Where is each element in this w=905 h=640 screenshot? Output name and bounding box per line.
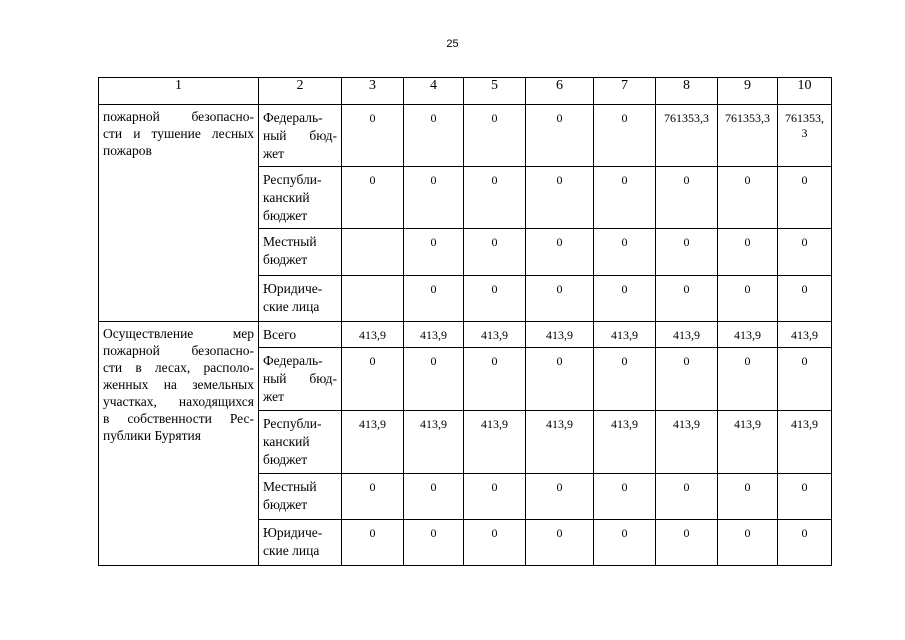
funding-source-cell — [259, 474, 342, 520]
value-cell: 761353,3 — [656, 105, 718, 167]
header-row — [99, 78, 832, 105]
funding-source-line: Местный — [263, 479, 317, 494]
value-cell: 0 — [464, 229, 526, 276]
funding-source-line: Юридиче- — [263, 281, 323, 296]
value-cell: 0 — [778, 229, 832, 276]
table-row — [99, 105, 832, 167]
description-line: участках, находящихся — [103, 394, 254, 409]
value-cell: 761353,3 — [718, 105, 778, 167]
value-cell: 0 — [464, 474, 526, 520]
value-cell: 0 — [778, 348, 832, 411]
value-cell: 0 — [526, 520, 594, 566]
value-cell: 0 — [526, 348, 594, 411]
header-cell: 1 — [99, 78, 259, 105]
value-cell: 0 — [778, 167, 832, 229]
value-cell: 0 — [778, 520, 832, 566]
value-cell: 0 — [718, 348, 778, 411]
funding-source-line: Федераль- — [263, 110, 323, 125]
header-cell: 6 — [526, 78, 594, 105]
value-cell: 413,9 — [718, 322, 778, 348]
value-cell: 0 — [594, 167, 656, 229]
funding-source-line: жет — [263, 389, 285, 404]
description-line: женных на земельных — [103, 377, 254, 392]
funding-source-cell — [259, 229, 342, 276]
funding-source-cell — [259, 276, 342, 322]
value-cell: 0 — [718, 229, 778, 276]
value-cell: 413,9 — [342, 322, 404, 348]
description-line: пожаров — [103, 143, 152, 158]
description-line: сти и тушение лесных — [103, 126, 254, 141]
value-cell: 0 — [404, 229, 464, 276]
funding-source-line: бюджет — [263, 452, 308, 467]
header-cell: 4 — [404, 78, 464, 105]
value-cell: 0 — [656, 474, 718, 520]
funding-source-cell — [259, 411, 342, 474]
description-line: Осуществление мер — [103, 326, 254, 341]
value-cell: 413,9 — [594, 411, 656, 474]
value-cell: 0 — [464, 276, 526, 322]
value-cell: 761353, 3 — [778, 105, 832, 167]
value-cell — [342, 229, 404, 276]
description-cell — [99, 105, 259, 322]
funding-source-line: Республи- — [263, 172, 322, 187]
value-cell: 0 — [526, 229, 594, 276]
funding-source-line: Местный — [263, 234, 317, 249]
value-cell: 0 — [404, 276, 464, 322]
value-cell: 413,9 — [342, 411, 404, 474]
funding-source-line: бюджет — [263, 252, 308, 267]
value-cell: 0 — [404, 474, 464, 520]
description-line: пожарной безопасно- — [103, 109, 254, 124]
budget-table — [98, 77, 832, 566]
description-line: публики Бурятия — [103, 428, 201, 443]
value-cell: 413,9 — [778, 411, 832, 474]
value-cell: 0 — [656, 276, 718, 322]
value-cell: 0 — [778, 276, 832, 322]
value-cell: 0 — [404, 105, 464, 167]
value-cell: 413,9 — [656, 411, 718, 474]
header-cell: 2 — [259, 78, 342, 105]
description-line: сти в лесах, располо- — [103, 360, 254, 375]
funding-source-line: ские лица — [263, 543, 320, 558]
funding-source-line: жет — [263, 146, 285, 161]
value-cell: 0 — [526, 474, 594, 520]
value-cell: 0 — [464, 167, 526, 229]
value-cell: 0 — [594, 105, 656, 167]
value-cell: 0 — [342, 474, 404, 520]
funding-source-line: канский — [263, 190, 310, 205]
value-cell: 413,9 — [464, 411, 526, 474]
value-cell: 413,9 — [526, 322, 594, 348]
value-cell: 0 — [526, 167, 594, 229]
page-number: 25 — [446, 38, 459, 50]
funding-source-line: бюджет — [263, 208, 308, 223]
value-cell: 0 — [404, 348, 464, 411]
value-cell: 413,9 — [778, 322, 832, 348]
funding-source-cell — [259, 348, 342, 411]
value-cell: 413,9 — [656, 322, 718, 348]
value-cell: 413,9 — [464, 322, 526, 348]
value-cell: 413,9 — [526, 411, 594, 474]
value-cell: 413,9 — [718, 411, 778, 474]
header-cell: 10 — [778, 78, 832, 105]
funding-source-line: ный бюд- — [263, 128, 337, 143]
value-cell: 0 — [404, 167, 464, 229]
value-cell: 0 — [342, 520, 404, 566]
header-cell: 3 — [342, 78, 404, 105]
funding-source-cell — [259, 520, 342, 566]
value-cell: 413,9 — [594, 322, 656, 348]
value-cell: 0 — [464, 520, 526, 566]
description-line: в собственности Рес- — [103, 411, 254, 426]
value-cell: 0 — [342, 105, 404, 167]
value-cell: 0 — [718, 520, 778, 566]
funding-source-line: Федераль- — [263, 353, 323, 368]
value-cell — [342, 276, 404, 322]
value-cell: 0 — [718, 167, 778, 229]
value-cell: 0 — [464, 105, 526, 167]
funding-source-line: канский — [263, 434, 310, 449]
header-cell: 9 — [718, 78, 778, 105]
value-cell: 0 — [464, 348, 526, 411]
funding-source-cell — [259, 167, 342, 229]
funding-source-line: Юридиче- — [263, 525, 323, 540]
description-cell — [99, 322, 259, 566]
value-cell: 0 — [718, 276, 778, 322]
value-cell: 0 — [656, 348, 718, 411]
funding-source-line: Республи- — [263, 416, 322, 431]
funding-source-cell — [259, 105, 342, 167]
value-cell: 0 — [718, 474, 778, 520]
value-cell: 0 — [526, 276, 594, 322]
funding-source-line: ские лица — [263, 299, 320, 314]
header-cell: 5 — [464, 78, 526, 105]
value-cell: 0 — [342, 167, 404, 229]
value-cell: 413,9 — [404, 322, 464, 348]
value-cell: 0 — [594, 348, 656, 411]
value-cell: 0 — [526, 105, 594, 167]
funding-source-line: бюджет — [263, 497, 308, 512]
value-cell: 0 — [404, 520, 464, 566]
value-cell: 0 — [594, 229, 656, 276]
value-cell: 0 — [594, 276, 656, 322]
description-line: пожарной безопасно- — [103, 343, 254, 358]
value-cell: 0 — [778, 474, 832, 520]
value-cell: 0 — [656, 520, 718, 566]
header-cell: 8 — [656, 78, 718, 105]
value-cell: 0 — [656, 167, 718, 229]
value-cell: 0 — [656, 229, 718, 276]
value-cell: 0 — [594, 520, 656, 566]
value-cell: 0 — [342, 348, 404, 411]
funding-source-line: Всего — [263, 327, 297, 342]
value-cell: 0 — [594, 474, 656, 520]
funding-source-cell — [259, 322, 342, 348]
value-cell: 413,9 — [404, 411, 464, 474]
header-cell: 7 — [594, 78, 656, 105]
table-row — [99, 322, 832, 348]
funding-source-line: ный бюд- — [263, 371, 337, 386]
